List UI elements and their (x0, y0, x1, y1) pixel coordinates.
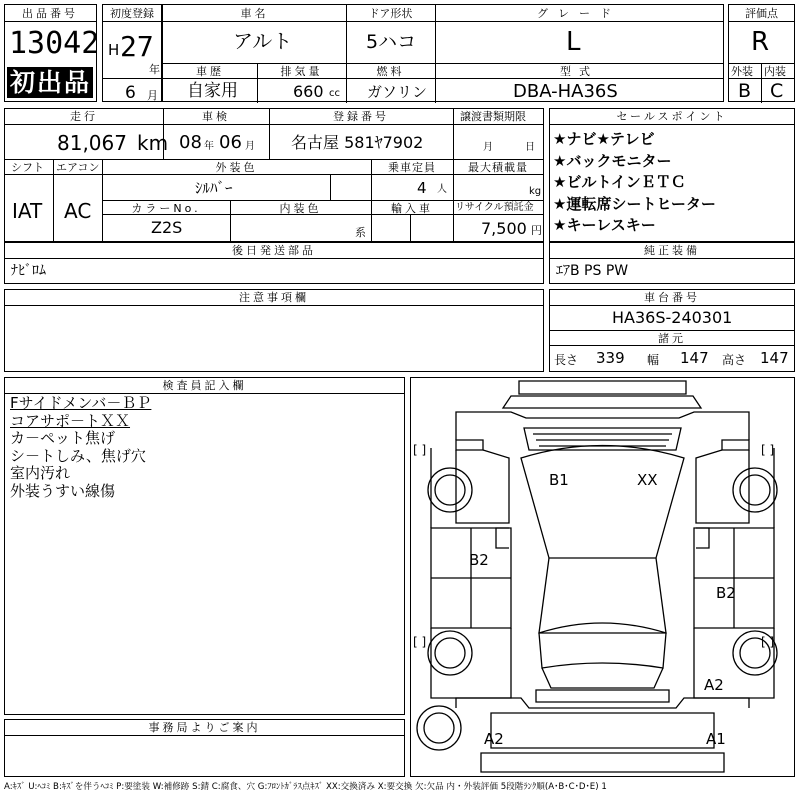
damage-legend: A:ｷｽﾞ U:ﾍｺﾐ B:ｷｽﾞを伴うﾍｺﾐ P:要塗装 W:補修跡 S:錆 C:腐食、穴 G:ﾌﾛﾝﾄｶﾞﾗｽ点ｷｽﾞ XX:交換済み X:要交換 欠:欠品 内・外装評価 5段階ﾗﾝｸ順(A･B･C･D･E) 1 (4, 782, 607, 792)
ac: AC (64, 199, 92, 223)
transfer-month-unit: 月 (483, 142, 493, 153)
ac-label: エアコン (56, 161, 100, 174)
lot-number-box (4, 4, 100, 102)
damage-mark: XX (637, 471, 658, 489)
capacity: 4 (417, 179, 427, 197)
inspection-year-unit: 年 (204, 141, 214, 152)
bracket-left-front: [ ] (413, 443, 427, 457)
door-label: ドア形状 (368, 7, 413, 20)
displacement-unit: cc (329, 88, 340, 99)
damage-mark: B1 (549, 471, 569, 489)
recycle: 7,500 (481, 219, 527, 238)
sales-points-label: セールスポイント (616, 110, 728, 123)
import-label: 輸入車 (391, 202, 433, 215)
car-name-label: 車名 (240, 7, 269, 20)
color-no: Z2S (151, 218, 183, 237)
vehicle-header-box (162, 4, 724, 102)
color: ｼﾙﾊﾞｰ (195, 179, 233, 197)
dims-label: 諸元 (658, 332, 686, 345)
shift-label: シフト (11, 161, 44, 174)
mileage-unit: km (137, 131, 169, 155)
width: 147 (680, 349, 709, 367)
inspector-note: 外装うすい線傷 (10, 481, 116, 500)
grade: L (566, 27, 581, 57)
damage-mark: A2 (484, 730, 504, 748)
interior-grade: C (770, 80, 784, 102)
sales-point-item: ★バックモニター (553, 151, 672, 170)
spec-table (4, 108, 544, 242)
equipment-value: ｴｱB PS PW (556, 263, 629, 279)
first-reg-label: 初度登録 (110, 7, 154, 20)
shift: IAT (12, 199, 43, 223)
width-label: 幅 (647, 353, 660, 367)
first-registration-box (102, 4, 162, 102)
transfer-label: 譲渡書類期限 (460, 110, 526, 123)
era: H (108, 41, 120, 59)
exterior-label: 外装 (731, 65, 753, 78)
interior-color-unit: 系 (355, 226, 366, 239)
inspection-month-unit: 月 (245, 141, 255, 152)
history: 自家用 (187, 81, 238, 101)
inspection-year: 08 (179, 132, 202, 153)
inspector-note: シ－トしみ、焦げ穴 (10, 446, 146, 465)
damage-mark: B2 (469, 551, 489, 569)
office-box (4, 719, 405, 777)
first-listing-badge: 初出品 (7, 67, 93, 98)
interior-label: 内装 (764, 65, 786, 78)
score-box (728, 4, 795, 102)
damage-mark: A1 (706, 730, 726, 748)
model-label: 型式 (560, 65, 598, 78)
max-load-unit: kg (529, 186, 542, 197)
sales-point-item: ★ナビ★テレビ (553, 130, 655, 148)
fuel-label: 燃料 (376, 65, 405, 78)
fuel: ガソリン (367, 83, 428, 101)
interior-color-label: 内装色 (279, 202, 322, 215)
inspector-note: コアサポ－トＸＸ (10, 411, 131, 430)
capacity-label: 乗車定員 (388, 161, 436, 174)
inspector-note: Fサイドメンバ－ＢＰ (10, 394, 152, 412)
plate: 名古屋 581ﾔ7902 (291, 133, 424, 152)
color-no-label: カラーNo. (131, 202, 201, 215)
length: 339 (596, 349, 625, 367)
caution-label: 注意事項欄 (239, 291, 309, 304)
caution-box (4, 289, 544, 372)
history-label: 車歴 (196, 65, 224, 78)
sales-point-item: ★運転席シートヒーター (553, 194, 716, 213)
chassis-number: HA36S-240301 (612, 308, 733, 327)
damage-mark: B2 (716, 584, 736, 602)
sales-point-item: ★キーレスキー (553, 216, 656, 234)
plate-label: 登録番号 (333, 110, 389, 123)
color-label: 外装色 (215, 161, 258, 174)
bracket-right-rear: [ ] (761, 635, 775, 649)
inspection-month: 06 (219, 132, 242, 153)
model: DBA-HA36S (513, 81, 618, 102)
capacity-unit: 人 (437, 184, 447, 195)
reg-month-unit: 月 (147, 89, 158, 102)
sales-point-item: ★ビルトインＥＴＣ (553, 173, 686, 191)
score-label: 評価点 (745, 7, 778, 20)
inspector-note: 室内汚れ (10, 464, 71, 482)
length-label: 長さ (554, 353, 579, 367)
equipment-label: 純正装備 (644, 244, 700, 257)
reg-month: 6 (125, 83, 136, 103)
later-parts-box (4, 242, 544, 284)
mileage-label: 走行 (70, 110, 98, 123)
car-body-diagram (411, 378, 794, 776)
reg-year-unit: 年 (149, 63, 160, 76)
displacement-label: 排気量 (280, 65, 323, 78)
car-name: アルト (233, 29, 293, 53)
office-label: 事務局よりご案内 (148, 721, 261, 734)
sales-points-box (549, 108, 795, 242)
chassis-label: 車台番号 (644, 291, 700, 304)
bracket-right-front: [ ] (761, 443, 775, 457)
recycle-label: リサイクル預託金 (455, 202, 534, 213)
lot-number: 13042 (9, 26, 100, 61)
grade-label: グレード (537, 7, 621, 20)
chassis-box (549, 289, 795, 372)
car-diagram (410, 377, 795, 777)
height: 147 (760, 349, 789, 367)
max-load-label: 最大積載量 (468, 161, 528, 174)
score: R (751, 27, 770, 57)
inspector-note: カ－ペット焦げ (10, 429, 116, 447)
later-parts-label: 後日発送部品 (232, 244, 316, 257)
reg-year: 27 (120, 30, 154, 63)
displacement: 660 (293, 82, 324, 101)
height-label: 高さ (722, 353, 747, 367)
inspector-box (4, 377, 405, 715)
recycle-unit: 円 (531, 224, 542, 237)
transfer-day-unit: 日 (525, 142, 535, 153)
inspector-label: 検査員記入欄 (162, 379, 247, 392)
door-type: 5ハコ (366, 31, 417, 53)
damage-mark: A2 (704, 676, 724, 694)
lot-label: 出品番号 (22, 7, 78, 20)
sales-points-list (553, 129, 716, 237)
inspection-label: 車検 (202, 110, 230, 123)
equipment-box (549, 242, 795, 284)
mileage: 81,067 (57, 131, 127, 155)
exterior-grade: B (738, 80, 752, 102)
bracket-left-rear: [ ] (413, 635, 427, 649)
inspector-notes (10, 395, 151, 500)
later-parts-value: ﾅﾋﾞﾛﾑ (11, 263, 46, 279)
